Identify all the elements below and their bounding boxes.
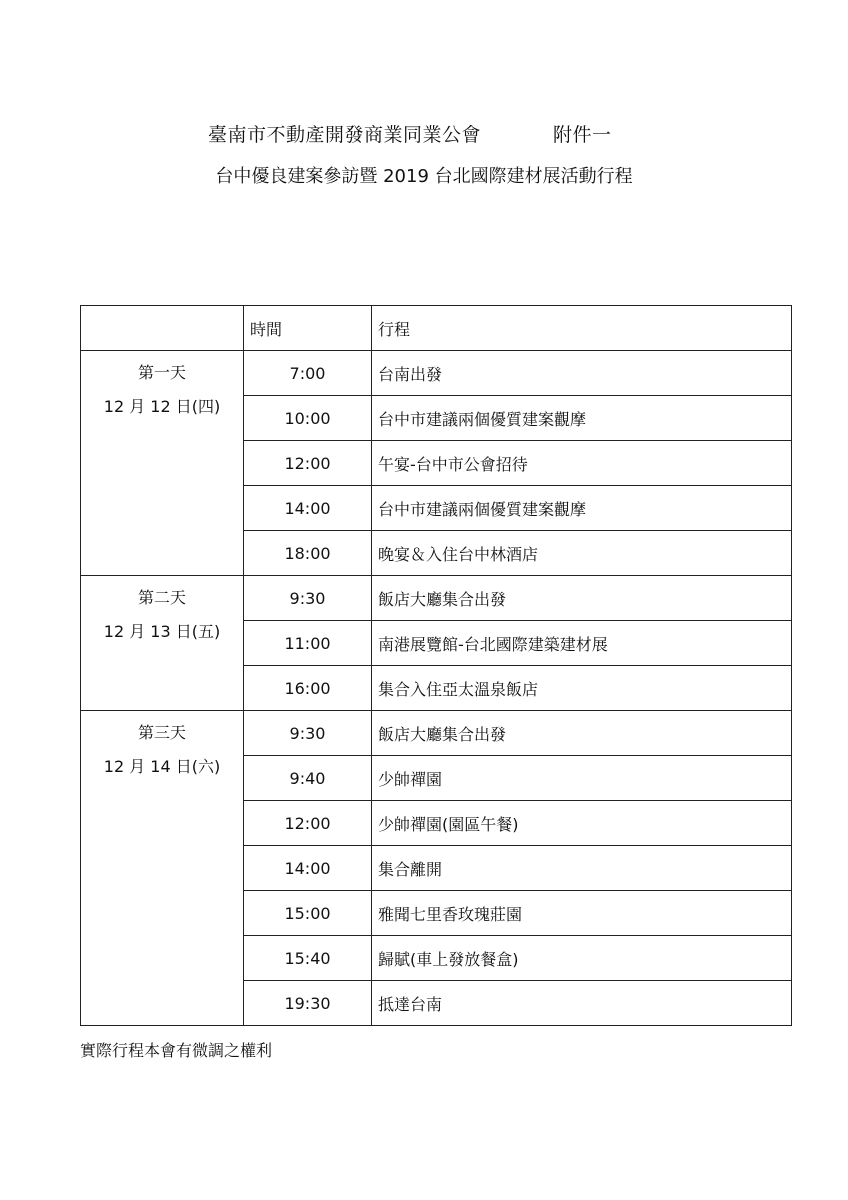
activity-cell: 少帥禪園(園區午餐): [372, 801, 792, 846]
day-date: 12 月 12 日(四): [103, 397, 221, 416]
time-cell: 15:40: [244, 936, 372, 981]
activity-cell: 雅聞七里香玫瑰莊園: [372, 891, 792, 936]
time-cell: 9:40: [244, 756, 372, 801]
activity-cell: 午宴-台中市公會招待: [372, 441, 792, 486]
time-cell: 12:00: [244, 801, 372, 846]
time-cell: 9:30: [244, 711, 372, 756]
table-row: [81, 711, 792, 756]
time-cell: 14:00: [244, 846, 372, 891]
activity-cell: 台中市建議兩個優質建案觀摩: [372, 396, 792, 441]
footnote: 實際行程本會有微調之權利: [80, 1041, 273, 1060]
time-cell: 12:00: [244, 441, 372, 486]
day-cell: [81, 576, 244, 711]
document-subtitle: 台中優良建案參訪暨 2019 台北國際建材展活動行程: [215, 166, 633, 187]
document-title: [208, 120, 612, 147]
header-time: 時間: [244, 306, 372, 351]
time-cell: 15:00: [244, 891, 372, 936]
activity-cell: 抵達台南: [372, 981, 792, 1026]
day-name: 第一天: [137, 363, 186, 382]
day-name: 第二天: [137, 588, 186, 607]
header-activity: 行程: [372, 306, 792, 351]
time-cell: 19:30: [244, 981, 372, 1026]
time-cell: 11:00: [244, 621, 372, 666]
time-cell: 7:00: [244, 351, 372, 396]
day-cell: [81, 351, 244, 576]
activity-cell: 台南出發: [372, 351, 792, 396]
header-day: [81, 306, 244, 351]
attachment-label: 附件一: [553, 124, 612, 146]
day-date: 12 月 14 日(六): [103, 757, 221, 776]
activity-cell: 飯店大廳集合出發: [372, 711, 792, 756]
time-cell: 14:00: [244, 486, 372, 531]
time-cell: 16:00: [244, 666, 372, 711]
time-cell: 9:30: [244, 576, 372, 621]
activity-cell: 飯店大廳集合出發: [372, 576, 792, 621]
table-row: [81, 576, 792, 621]
activity-cell: 少帥禪園: [372, 756, 792, 801]
activity-cell: 南港展覽館-台北國際建築建材展: [372, 621, 792, 666]
activity-cell: 集合入住亞太溫泉飯店: [372, 666, 792, 711]
activity-cell: 集合離開: [372, 846, 792, 891]
day-cell: [81, 711, 244, 1026]
activity-cell: 晚宴＆入住台中林酒店: [372, 531, 792, 576]
org-title: 臺南市不動產開發商業同業公會: [208, 124, 482, 146]
activity-cell: 台中市建議兩個優質建案觀摩: [372, 486, 792, 531]
activity-cell: 歸賦(車上發放餐盒): [372, 936, 792, 981]
table-header-row: [81, 306, 792, 351]
day-name: 第三天: [137, 723, 186, 742]
schedule-table: [80, 305, 792, 1026]
table-row: [81, 351, 792, 396]
time-cell: 10:00: [244, 396, 372, 441]
time-cell: 18:00: [244, 531, 372, 576]
day-date: 12 月 13 日(五): [103, 622, 221, 641]
